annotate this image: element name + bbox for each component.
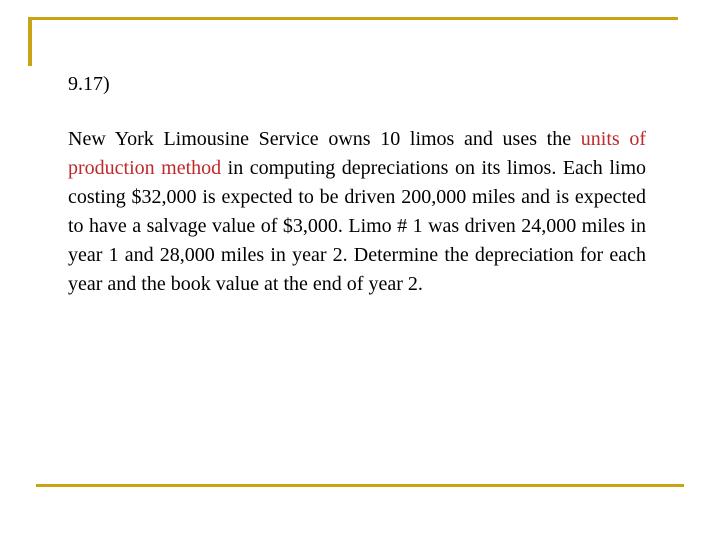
problem-text-rest: in computing depreciations on its limos. Each limo costing $32,000 is expected to be driven 200,000 miles and is expected to have a salvage value of $3,000. Limo # 1 was driven 24,000 miles in year 1 and 28,000 miles in year 2. Determine the depreciation for each year and the book value at the end of year 2. [68, 157, 646, 295]
problem-text-intro: New York Limousine Service owns 10 limos and uses the [68, 128, 581, 150]
frame-bottom-rule [36, 484, 684, 487]
frame-top-rule [28, 17, 678, 20]
highlighted-term: units of production method [68, 128, 646, 179]
problem-number: 9.17) [68, 73, 110, 95]
problem-text [68, 125, 646, 299]
frame-left-rule [28, 17, 32, 66]
slide-content [68, 70, 646, 299]
